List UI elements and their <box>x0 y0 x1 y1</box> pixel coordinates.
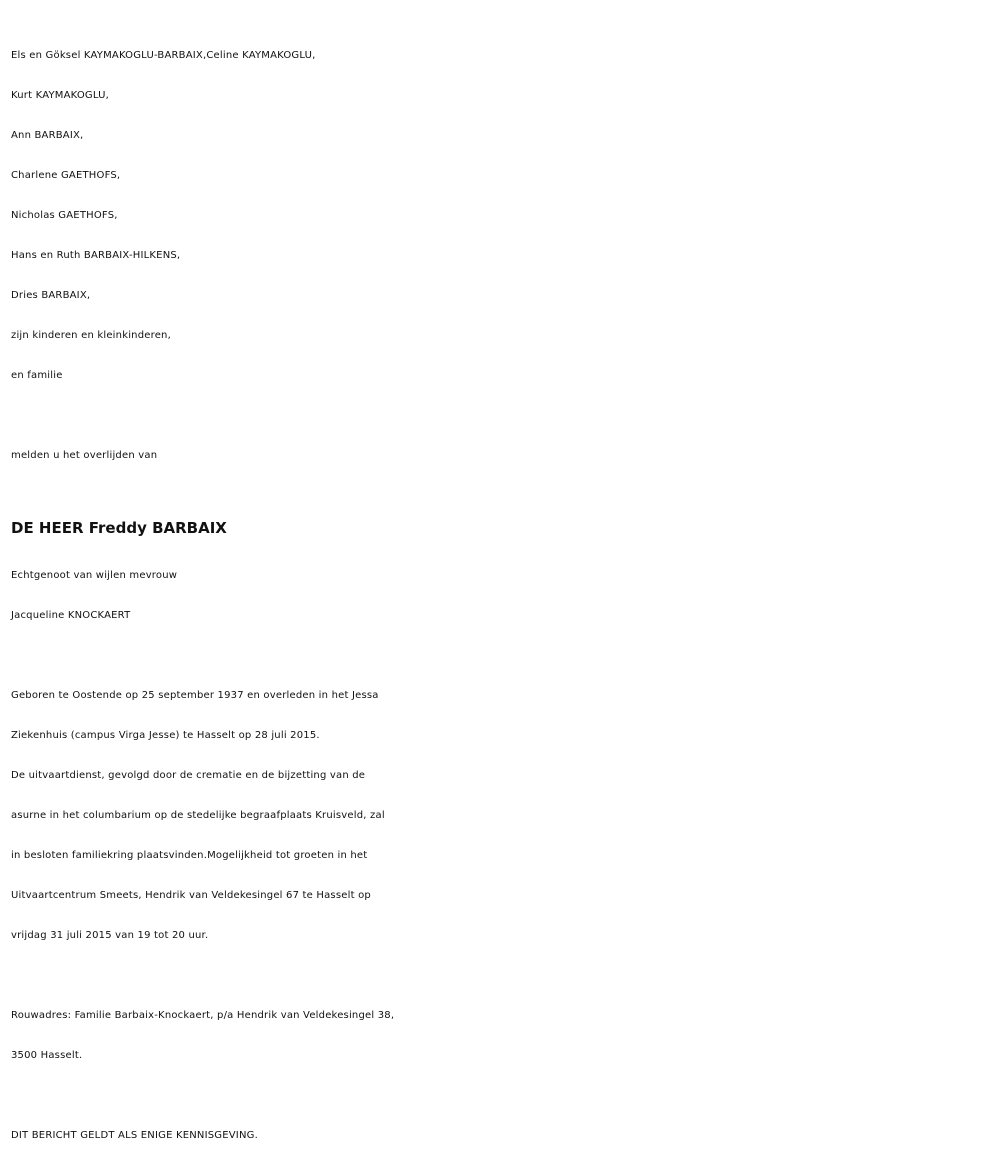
family-line: zijn kinderen en kleinkinderen, <box>11 330 171 341</box>
details-line: asurne in het columbarium op de stedelijke begraafplaats Kruisveld, zal <box>11 810 385 821</box>
address-line: 3500 Hasselt. <box>11 1050 83 1061</box>
family-line: Nicholas GAETHOFS, <box>11 210 118 221</box>
details-paragraph <box>11 676 991 956</box>
details-line: De uitvaartdienst, gevolgd door de crematie en de bijzetting van de <box>11 770 366 781</box>
spouse-info <box>11 556 991 636</box>
family-line: en familie <box>11 370 63 381</box>
spacer <box>11 476 991 500</box>
family-line: Charlene GAETHOFS, <box>11 170 121 181</box>
family-list <box>11 36 991 396</box>
family-line: Els en Göksel KAYMAKOGLU-BARBAIX,Celine KAYMAKOGLU, <box>11 50 316 61</box>
details-line: Geboren te Oostende op 25 september 1937 en overleden in het Jessa <box>11 690 379 701</box>
details-line: vrijdag 31 juli 2015 van 19 tot 20 uur. <box>11 930 209 941</box>
spacer <box>11 1076 991 1116</box>
deceased-name: DE HEER Freddy BARBAIX <box>11 519 227 537</box>
spacer <box>11 636 991 676</box>
family-line: Hans en Ruth BARBAIX-HILKENS, <box>11 250 181 261</box>
condolence-address <box>11 996 991 1076</box>
family-line: Kurt KAYMAKOGLU, <box>11 90 110 101</box>
details-line: Uitvaartcentrum Smeets, Hendrik van Veldekesingel 67 te Hasselt op <box>11 890 371 901</box>
closing-notice: DIT BERICHT GELDT ALS ENIGE KENNISGEVING. <box>11 1130 258 1141</box>
details-line: in besloten familiekring plaatsvinden.Mogelijkheid tot groeten in het <box>11 850 368 861</box>
spouse-line: Jacqueline KNOCKAERT <box>11 610 131 621</box>
announcement-text: melden u het overlijden van <box>11 450 158 461</box>
spacer <box>11 396 991 436</box>
family-line: Ann BARBAIX, <box>11 130 84 141</box>
spouse-line: Echtgenoot van wijlen mevrouw <box>11 570 178 581</box>
details-line: Ziekenhuis (campus Virga Jesse) te Hasselt op 28 juli 2015. <box>11 730 320 741</box>
spacer <box>11 956 991 996</box>
address-line: Rouwadres: Familie Barbaix-Knockaert, p/a Hendrik van Veldekesingel 38, <box>11 1010 395 1021</box>
family-line: Dries BARBAIX, <box>11 290 91 301</box>
obituary-notice <box>11 36 991 1156</box>
